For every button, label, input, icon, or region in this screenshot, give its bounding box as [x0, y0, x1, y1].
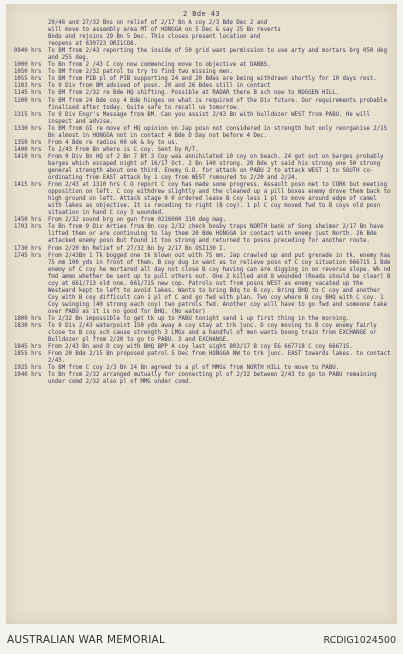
entry-time: 1855 hrs [14, 351, 42, 358]
diary-entry [14, 112, 391, 126]
diary-entry [14, 147, 391, 154]
entry-text: To BM from C coy 2/3 Bn 24 Bn agreed to a pl of MMGs from NORTH HILL to move to PABU. [48, 365, 340, 372]
diary-entry [14, 372, 391, 386]
entry-time [14, 27, 48, 34]
entry-text: From 2/32 sound brg on gun from 0216000 310 deg mag. [48, 217, 227, 224]
entry-time: 1745 hrs [14, 252, 42, 259]
diary-entry [14, 351, 394, 365]
entry-time: 1800 hrs [14, 315, 42, 322]
entry-text: To 2/32 Bn impossible to get tk up to PABU tonight send 1 up first thing in the morning. [48, 315, 350, 322]
diary-entry [14, 154, 391, 182]
diary-entry [14, 323, 391, 344]
diary-entry [14, 316, 391, 323]
entry-time: 1055 hrs [14, 76, 42, 83]
entry-text: To BM from GI re move of HQ opinion on Jap posn not considered in strength but only reorganise 2/15 Bn almost in HONGGA not in contact 4 Bde D Day not before 4 Dec. [48, 125, 391, 139]
entry-time [14, 41, 48, 48]
entry-time: 1400 hrs [14, 146, 42, 153]
entry-text: To Bn from 2 /43 C coy now commencing move to objective at DANBS. [48, 62, 271, 69]
document-page [6, 4, 397, 624]
entry-text: To Bn from 9 Div Arties from Bn coy 2/32 check booby traps NORTH bank of Song sheimer 2/17 Bn have lifted them or are continuing to lay them 20 Bde HONGGA in contact with enemy just North. 26 Bde attacked enemy posn But found it too strong and returned to posns preceding for another route. [48, 224, 388, 245]
war-diary-entries [14, 20, 394, 386]
page-header: 2 Bde 43 [183, 10, 220, 18]
entry-text: From 9 Div Bn HQ of 2 Bn 7 Bt 3 Coy was annihilated 10 coy on beach. 24 got out on barges probably barges which escaped night of 16/17 Oct. 2 Bn 140 strong. 20 Bde yt said his strong one 50 strong general strength about one third. Enemy G.O. for attack on PABU 2 to attack WEST 1 to SOUTH co-ordinating from EAST attack by 1 coy from WEST rumoured to 2/20 and 2/24. [48, 153, 388, 182]
entry-text: will move to assembly area MT of HONGGA on 5 Dec & say 25 Bn reverts [48, 27, 281, 34]
diary-entry [14, 126, 391, 140]
entry-text: From 2/43Bn 1 Tk bogged one tk blown out with 75 mm. Jap crawled up and put grenade in tk. enemy has 75 mm 100 yds in front of them. B coy dug in want as to relieve posn of C coy situation 666715 1 Bde enemy of C coy he mortared all day not close B coy having can are digging in on reverse slope. Wk nd fmd ammo whether be sent up to pull others out. One 2 killed and 8 wounded (Roads should be clear) B coy at 661/713 old one. 661/715 new cop. Patrols out from posns WEST as enemy vacated up the Westward kept to left to avoid lakes. Wants to bring Bdq to B coy. Bring BHQ to C coy and another Coy with B coy difficult can 1 pl of C and go fwd with plan. Two coy where B coy BHQ with C coy. 1 Coy swinging (40 strong each coy) two patrols fwd. Another coy will have to go fwd and someone take over PABU as it is no good for BHQ. (No water) [48, 252, 394, 315]
entry-text: To BM from 2/32 re Bde HQ shifting. Possible at RADAR there B sch now to NOGGEN HILL. [48, 90, 340, 97]
entry-text: To 2/43 From Bn where is C coy. Sent by R/T. [48, 146, 199, 153]
record-id: RCDIG1024500 [323, 635, 396, 646]
entry-time: 1845 hrs [14, 344, 42, 351]
archive-name: AUSTRALIAN WAR MEMORIAL [7, 634, 165, 646]
diary-entry [14, 365, 391, 372]
entry-text: From 4 Bde re radios 00 ok & by to us. [48, 139, 179, 146]
diary-entry [14, 27, 391, 34]
diary-entry [14, 217, 391, 224]
diary-entry [14, 62, 391, 69]
diary-entry [14, 76, 391, 83]
diary-entry [14, 20, 391, 27]
entry-time: 1145 hrs [14, 90, 42, 97]
entry-time: 0940 hrs [14, 48, 42, 55]
diary-entry [14, 252, 394, 316]
entry-time: 1925 hrs [14, 365, 42, 372]
entry-text: To 9 Div 2/43 waterpoint 150 yds away A coy stay at trk junc. D coy moving to B coy enemy fairly close to B coy sch cause strength 3 LMGs and a handful of men wants boong train from EXCHANGE or Bulldozer pl from 2/20 to go to PABU. 3 and EXCHANGE. [48, 323, 381, 344]
archive-footer [0, 624, 403, 654]
diary-entry [14, 344, 391, 351]
entry-time: 1000 hrs [14, 62, 42, 69]
entry-text: Bndo and rejoins 29 Bn 5 Dec. This closes present location and [48, 34, 261, 41]
diary-entry [14, 98, 391, 112]
entry-text: To Bn from 2/32 arranged mutually for connecting pl of 2/32 between 2/43 to go to PABU remaining under comd 2/32 also pl of MMG under comd. [48, 372, 381, 386]
entry-time: 1050 hrs [14, 69, 42, 76]
diary-entry [14, 224, 391, 245]
entry-time: 1350 hrs [14, 139, 42, 146]
entry-text: From 2/43 at 1310 hrs C O report C coy has made some progress. Assault posn met to CORK but meeting opposition on left. C coy withdrew slightly and the cleaned up a pill boxes enemy drove them back to high ground on left. Attack stage 0 0 ordered lease B Coy less 1 pl to move around edge of camel with lakes as objective. It is receding to right (B coy). 1 pl C coy moved fwd to B coys old posn situation in hand C coy 3 wounded. [48, 182, 394, 217]
entry-text: To BM from 24 Bde coy 4 Bde hinges on what is required of the Div future. Our requirements probable finalised after today. Guite safe to recall us tomorrow. [48, 97, 391, 111]
diary-entry [14, 83, 391, 90]
entry-time: 1415 hrs [14, 182, 42, 189]
entry-time: 1830 hrs [14, 323, 42, 330]
entry-time: 1315 hrs [14, 111, 42, 118]
diary-entry [14, 90, 391, 97]
diary-entry [14, 48, 391, 62]
entry-time: 1730 hrs [14, 245, 42, 252]
entry-text: From 2/43 Bn and D coy with BHQ BPP A coy last sight 803/17 B coy E& 667718 C coy 666715. [48, 344, 353, 351]
entry-text: To 9 Div from BM advised of posn. 20 and 26 Bdes still in contact [48, 83, 271, 90]
entry-time: 1103 hrs [14, 83, 42, 90]
entry-text: To 9 Div Engr's Message from BM. Can you assist 2/43 Bn with bulldozer WEST from PABU. He will inspect and advise. [48, 111, 374, 125]
entry-time [14, 20, 48, 27]
entry-text: reopens at 639723 ORI1CO8. [48, 41, 138, 48]
entry-text: To BM from PIB pl of PIB supporting 24 and 20 Bdes are being withdrawn shortly for 10 days rest. [48, 76, 377, 83]
entry-text: From 2/20 Bn Relief of 27/32 Bn by 2/17 Bn OSI130 I. [48, 245, 227, 252]
entry-time: 1410 hrs [14, 153, 42, 160]
entry-time: 1450 hrs [14, 217, 42, 224]
diary-entry [14, 34, 391, 41]
entry-text: 29/46 and 27/32 Bns on relief of 2/17 Bn A coy 2/3 Bde Dec 2 and [48, 20, 268, 26]
diary-entry [14, 182, 394, 217]
diary-entry [14, 140, 391, 147]
entry-time: 1703 hrs [14, 224, 42, 231]
entry-time [14, 34, 48, 41]
diary-entry [14, 246, 391, 253]
entry-text: To BM from 2/43 reporting the inside of 50 grid want permission to use arty and mortars brg 050 deg and 255 deg. [48, 48, 391, 62]
entry-text: From 20 Bde 2/15 Bn proposed patrol 5 Dec from HONGGA NW to trk junc. EAST towards lakes. to contact 2/43. [48, 351, 394, 365]
entry-time: 1200 hrs [14, 97, 42, 104]
entry-time: 1940 hrs [14, 372, 42, 379]
entry-text: To BM from 2/32 patrol to try to find two missing men. [48, 69, 233, 76]
diary-entry [14, 41, 391, 48]
entry-time: 1330 hrs [14, 125, 42, 132]
diary-entry [14, 69, 391, 76]
